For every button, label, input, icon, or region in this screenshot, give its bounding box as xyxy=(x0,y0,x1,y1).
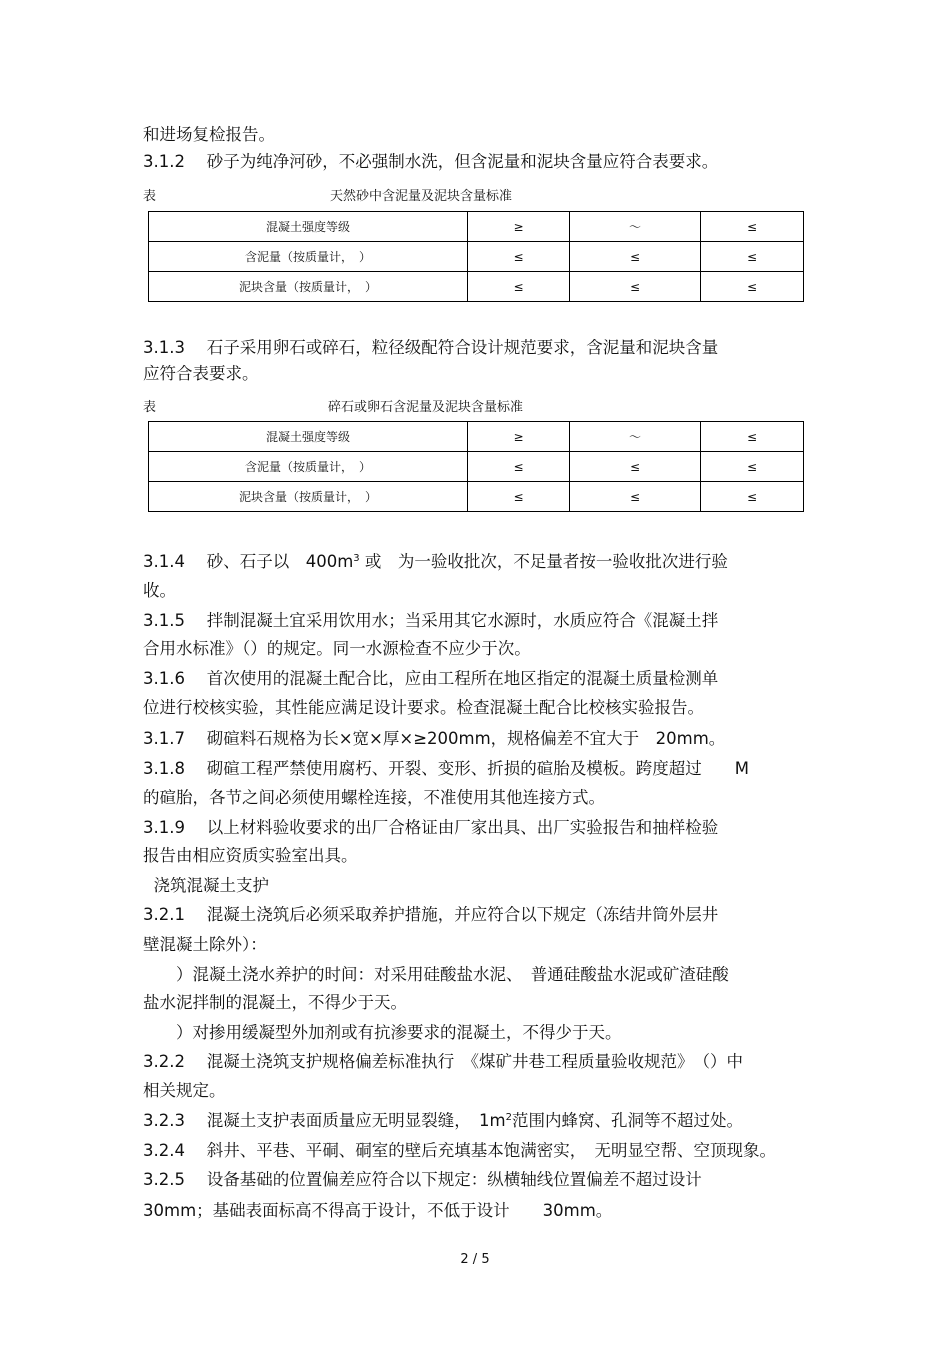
table-cell: ≤ xyxy=(701,422,804,452)
section-heading: 浇筑混凝土支护 xyxy=(143,876,269,895)
table-cell: ≤ xyxy=(701,452,804,482)
text-line: 3.1.4 砂、石子以 $400m^3$ 或 为一验收批次，不足量者按一验收批次进行验 xyxy=(143,552,728,571)
text-line: 3.1.6 首次使用的混凝土配合比，应由工程所在地区指定的混凝土质量检测单 xyxy=(143,669,719,688)
text-line: 3.2.1 混凝土浇筑后必须采取养护措施，并应符合以下规定（冻结井筒外层井 xyxy=(143,905,719,924)
table-cell: ≥ xyxy=(468,212,570,242)
table-cell: ≤ xyxy=(570,482,701,512)
table-cell: ～ xyxy=(570,422,701,452)
table-title: 天然砂中含泥量及泥块含量标准 xyxy=(330,189,513,204)
text-line: 3.1.7 砌碹料石规格为长×宽×厚×≥200mm，规格偏差不宜大于 20mm。 xyxy=(143,729,726,748)
text-line: 相关规定。 xyxy=(143,1081,226,1100)
text-line: 3.2.4 斜井、平巷、平硐、硐室的壁后充填基本饱满密实， 无明显空帮、空顶现象。 xyxy=(143,1141,776,1160)
gravel-standard-table xyxy=(148,421,804,512)
table-row xyxy=(149,452,804,482)
table-cell: ≥ xyxy=(468,422,570,452)
text-line: 3.1.3 石子采用卵石或碎石，粒径级配符合设计规范要求，含泥量和泥块含量 xyxy=(143,338,719,357)
table-cell: ≤ xyxy=(570,242,701,272)
table-title: 碎石或卵石含泥量及泥块含量标准 xyxy=(328,400,524,415)
text-line: ）对掺用缓凝型外加剂或有抗渗要求的混凝土，不得少于天。 xyxy=(143,1023,622,1042)
text-line: 壁混凝土除外）： xyxy=(143,935,267,954)
text-line: 和进场复检报告。 xyxy=(143,125,275,144)
table-row xyxy=(149,272,804,302)
text-line: 3.2.3 混凝土支护表面质量应无明显裂缝， $1m^2$范围内蜂窝、孔洞等不超过处。 xyxy=(143,1111,743,1130)
text-line: 3.2.5 设备基础的位置偏差应符合以下规定：纵横轴线位置偏差不超过设计 xyxy=(143,1170,702,1189)
table-cell: ≤ xyxy=(701,242,804,272)
text-line: 的碹胎，各节之间必须使用螺栓连接，不准使用其他连接方式。 xyxy=(143,788,605,807)
text-line: 盐水泥拌制的混凝土，不得少于天。 xyxy=(143,993,407,1012)
text-line: ）混凝土浇水养护的时间：对采用硅酸盐水泥、 普通硅酸盐水泥或矿渣硅酸 xyxy=(143,965,729,984)
table-cell: ～ xyxy=(570,212,701,242)
sand-standard-table xyxy=(148,211,804,302)
table-row xyxy=(149,482,804,512)
table-cell: ≤ xyxy=(570,452,701,482)
table-cell: ≤ xyxy=(701,482,804,512)
text-line: 合用水标准》（）的规定。同一水源检查不应少于次。 xyxy=(143,639,531,658)
text-line: 位进行校核实验，其性能应满足设计要求。检查混凝土配合比校核实验报告。 xyxy=(143,698,704,717)
text-line: 收。 xyxy=(143,581,176,600)
text-line: 报告由相应资质实验室出具。 xyxy=(143,846,358,865)
table-row xyxy=(149,242,804,272)
text-line: 3.1.2 砂子为纯净河砂，不必强制水洗，但含泥量和泥块含量应符合表要求。 xyxy=(143,152,719,171)
table-label: 表 xyxy=(143,400,157,415)
table-cell: ≤ xyxy=(468,272,570,302)
table-cell: ≤ xyxy=(468,242,570,272)
text-line: 应符合表要求。 xyxy=(143,364,259,383)
table-cell: ≤ xyxy=(468,452,570,482)
table-row xyxy=(149,212,804,242)
table-cell: 含泥量（按质量计， ） xyxy=(149,452,468,482)
table-cell: ≤ xyxy=(468,482,570,512)
text-line: 3.1.8 砌碹工程严禁使用腐朽、开裂、变形、折损的碹胎及模板。跨度超过 M xyxy=(143,759,749,778)
text-line: 3.1.5 拌制混凝土宜采用饮用水；当采用其它水源时，水质应符合《混凝土拌 xyxy=(143,611,719,630)
page-number: 2 / 5 xyxy=(460,1252,490,1267)
table-row xyxy=(149,422,804,452)
text-line: 3.1.9 以上材料验收要求的出厂合格证由厂家出具、出厂实验报告和抽样检验 xyxy=(143,818,719,837)
table-cell: 泥块含量（按质量计， ） xyxy=(149,272,468,302)
table-cell: ≤ xyxy=(570,272,701,302)
table-cell: 混凝土强度等级 xyxy=(149,212,468,242)
text-line: 3.2.2 混凝土浇筑支护规格偏差标准执行 《煤矿井巷工程质量验收规范》 （）中 xyxy=(143,1052,743,1071)
text-line: 30mm；基础表面标高不得高于设计，不低于设计 30mm。 xyxy=(143,1201,613,1220)
table-cell: 混凝土强度等级 xyxy=(149,422,468,452)
table-cell: 泥块含量（按质量计， ） xyxy=(149,482,468,512)
table-label: 表 xyxy=(143,189,157,204)
table-cell: ≤ xyxy=(701,212,804,242)
table-cell: 含泥量（按质量计， ） xyxy=(149,242,468,272)
table-cell: ≤ xyxy=(701,272,804,302)
